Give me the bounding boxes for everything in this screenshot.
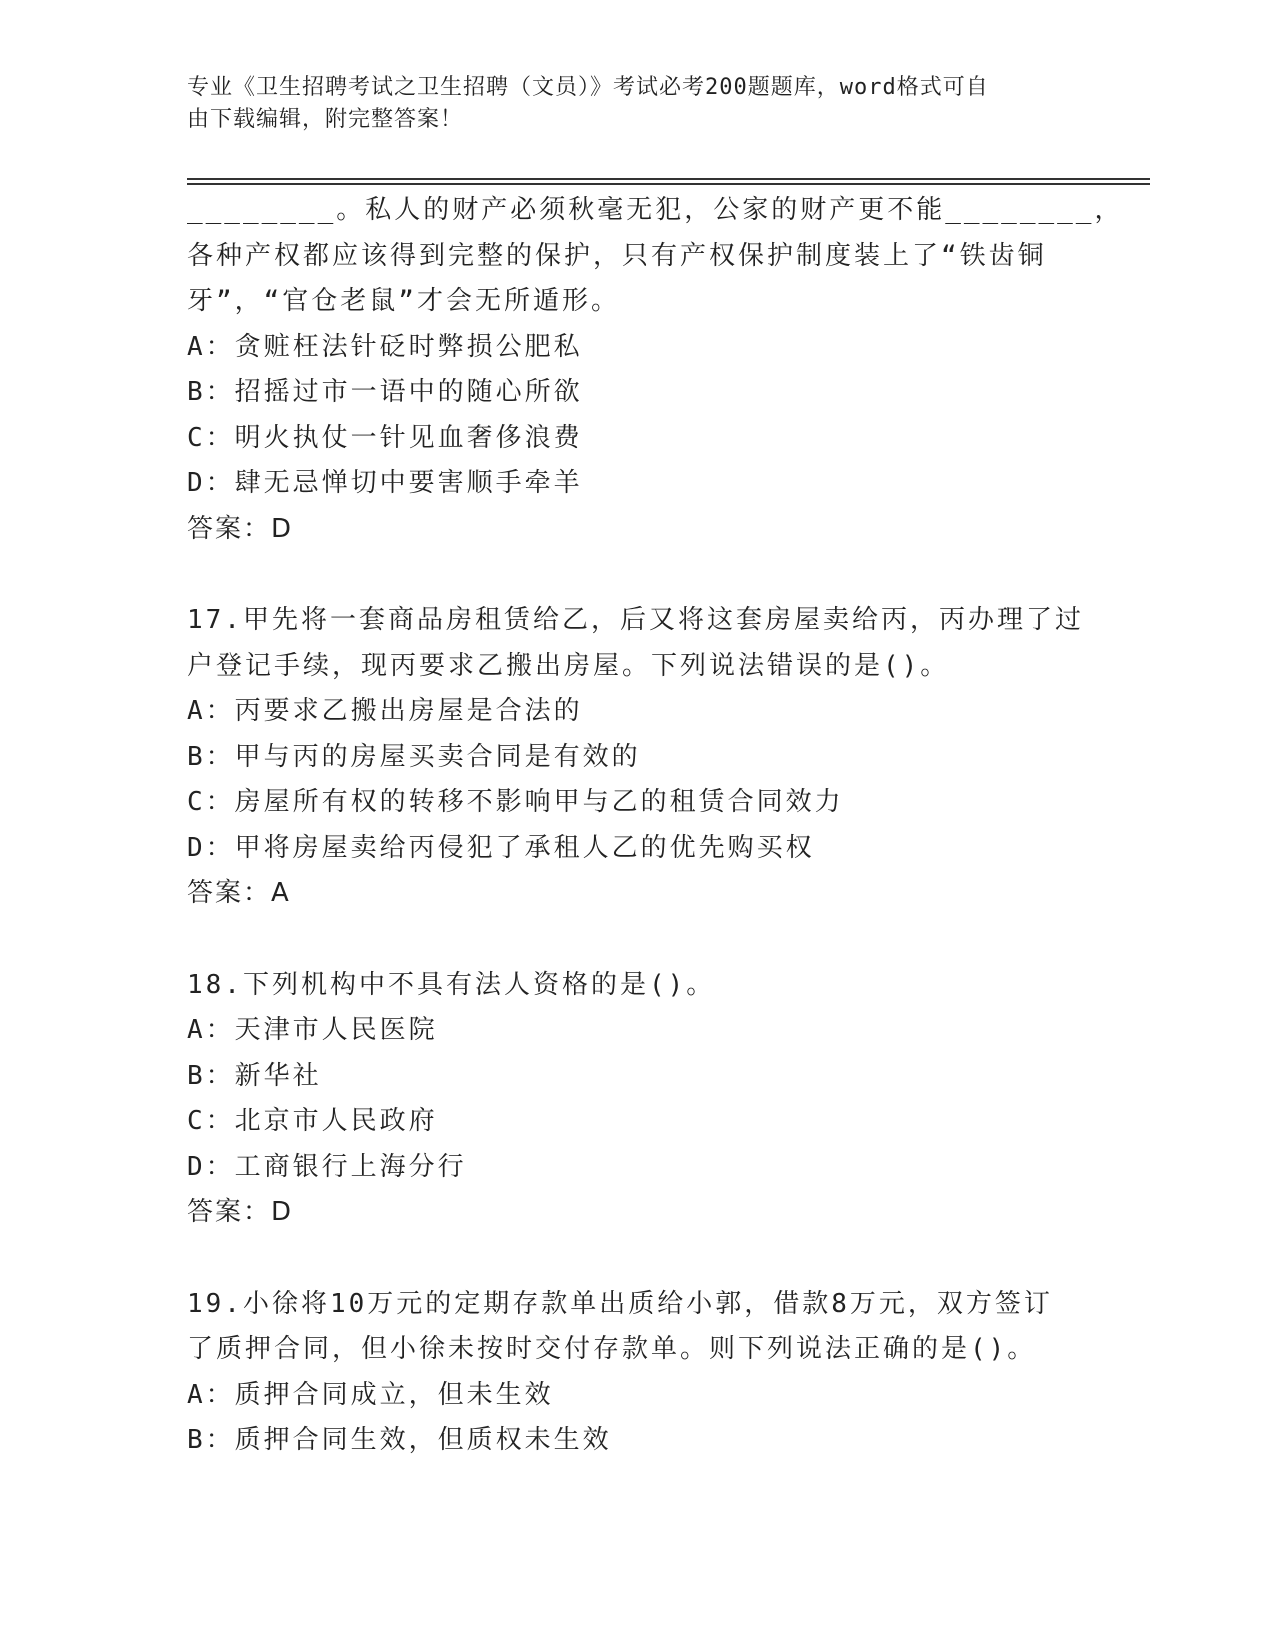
question-stem-line: 户登记手续，现丙要求乙搬出房屋。下列说法错误的是()。: [187, 650, 950, 681]
option-b: B：质押合同生效，但质权未生效: [187, 1425, 612, 1455]
option-a: A：丙要求乙搬出房屋是合法的: [187, 696, 583, 726]
question-17: [187, 598, 1107, 917]
option-d: D：肆无忌惮切中要害顺手牵羊: [187, 468, 583, 498]
question-gap: [187, 917, 1107, 963]
option-c: C：房屋所有权的转移不影响甲与乙的租赁合同效力: [187, 787, 844, 817]
question-stem-line: ________。私人的财产必须秋毫无犯，公家的财产更不能________，: [187, 195, 1124, 225]
question-stem-line: 19.小徐将10万元的定期存款单出质给小郭，借款8万元，双方签订: [187, 1288, 1053, 1319]
question-stem-line: 17.甲先将一套商品房租赁给乙，后又将这套房屋卖给丙，丙办理了过: [187, 605, 1084, 635]
option-b: B：新华社: [187, 1060, 322, 1091]
question-19: [187, 1282, 1107, 1464]
header-divider-bottom: [187, 183, 1150, 185]
question-stem-line: 18.下列机构中不具有法人资格的是()。: [187, 969, 716, 1000]
document-header: [187, 72, 1087, 136]
option-c: C：北京市人民政府: [187, 1106, 438, 1136]
question-gap: [187, 1236, 1107, 1282]
option-b: B：甲与丙的房屋买卖合同是有效的: [187, 741, 641, 772]
option-d: D：工商银行上海分行: [187, 1151, 467, 1182]
answer-line: 答案：D: [187, 513, 294, 544]
option-c: C：明火执仗一针见血奢侈浪费: [187, 422, 583, 453]
option-a: A：贪赃枉法针砭时弊损公肥私: [187, 331, 583, 362]
question-stem-line: 各种产权都应该得到完整的保护，只有产权保护制度装上了“铁齿铜: [187, 240, 1047, 271]
header-line-1: 专业《卫生招聘考试之卫生招聘（文员）》考试必考200题题库，word格式可自: [187, 75, 989, 100]
question-16: [187, 188, 1124, 552]
answer-line: 答案：D: [187, 1197, 294, 1227]
question-stem-line: 牙”，“官仓老鼠”才会无所遁形。: [187, 286, 620, 316]
question-stem-line: 了质押合同，但小徐未按时交付存款单。则下列说法正确的是()。: [187, 1334, 1037, 1364]
header-line-2: 由下载编辑，附完整答案！: [187, 107, 464, 132]
option-d: D：甲将房屋卖给丙侵犯了承租人乙的优先购买权: [187, 832, 815, 863]
option-b: B：招摇过市一语中的随心所欲: [187, 377, 583, 407]
question-list: [187, 188, 1124, 1464]
answer-line: 答案：A: [187, 878, 291, 908]
option-a: A：质押合同成立，但未生效: [187, 1379, 554, 1410]
question-gap: [187, 552, 1107, 598]
header-divider-top: [187, 178, 1150, 180]
question-18: [187, 963, 1107, 1236]
option-a: A：天津市人民医院: [187, 1015, 438, 1045]
